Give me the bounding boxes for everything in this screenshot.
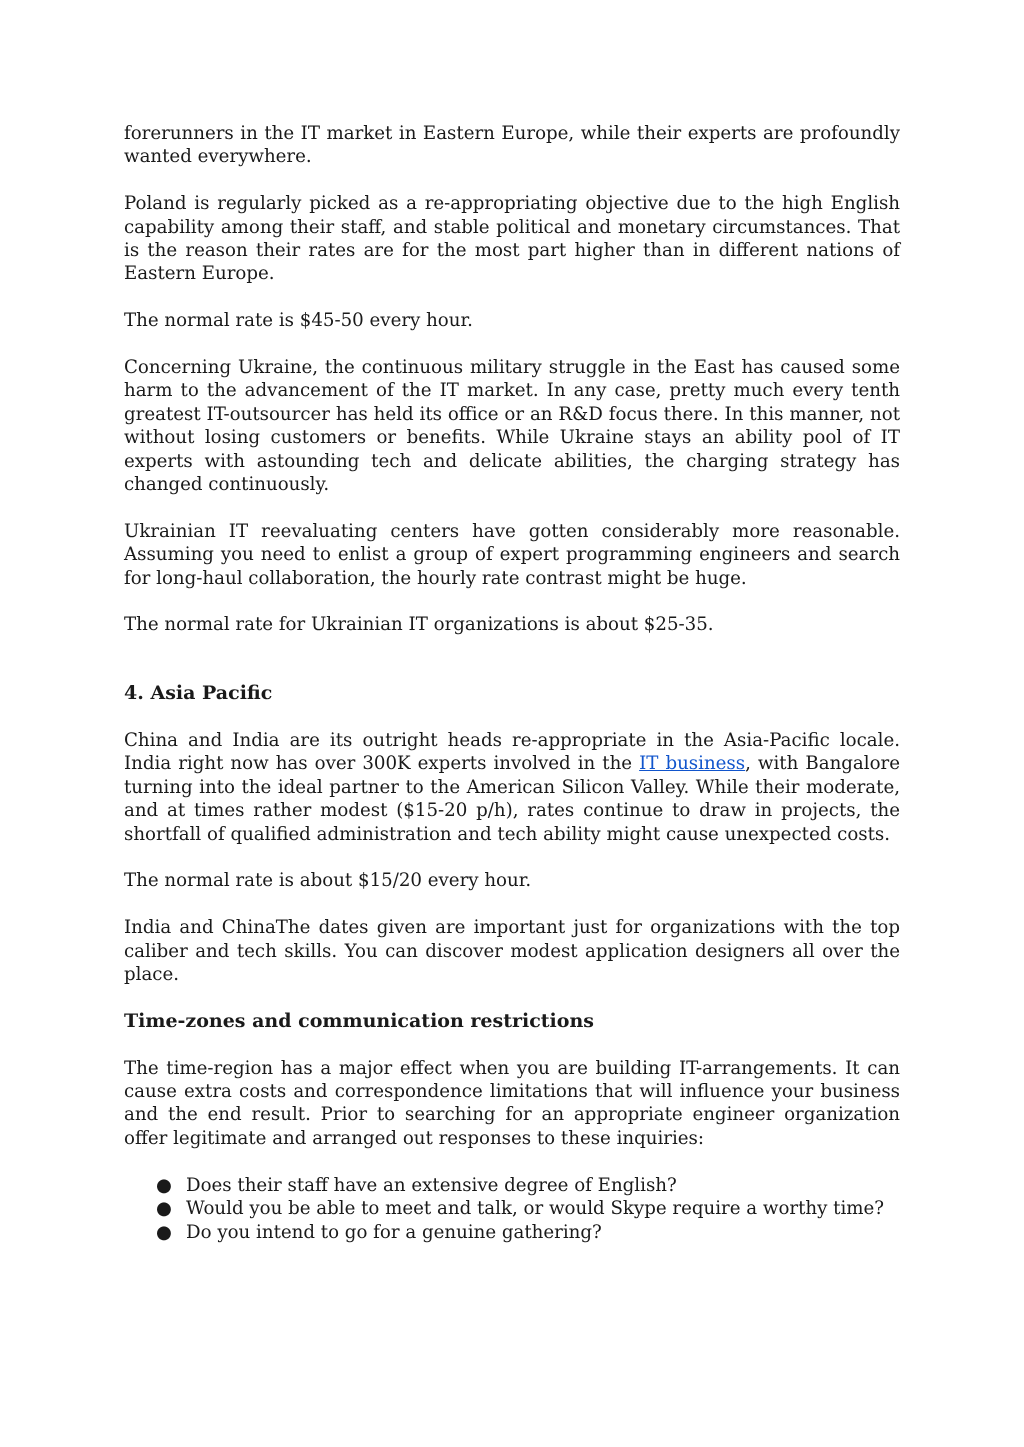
paragraph-ukraine-centers: Ukrainian IT reevaluating centers have gotten considerably more reasonable. Assuming you need to enlist a group of expert programming engineers and search for long-haul collaboration, the hourly rate contrast might be huge. [124,520,900,589]
paragraph-asia-rate: The normal rate is about $15/20 every hour. [124,870,532,892]
it-business-link[interactable]: IT business [639,753,746,775]
section-spacer [124,660,900,682]
list-item [156,1197,900,1220]
paragraph-text: , with Bangalore turning into the ideal partner to the American Silicon Valley. While their moderate, and at times rather modest ($15-20 p/h), rates continue to draw in projects, the shortfall of qualified administration and tech ability might cause unexpected costs. [124,753,900,845]
paragraph-poland-rate: The normal rate is $45-50 every hour. [124,310,473,332]
paragraph-ukraine-rate: The normal rate for Ukrainian IT organizations is about $25-35. [124,614,714,636]
paragraph-text: China and India are its outright heads re-appropriate in the Asia-Pacific locale. India right now has over 300K experts involved in the [124,730,900,775]
paragraph-ukraine: Concerning Ukraine, the continuous military struggle in the East has caused some harm to the advancement of the IT market. In any case, pretty much every tenth greatest IT-outsourcer has held its office or an R&D focus there. In this manner, not without losing customers or benefits. While Ukraine stays an ability pool of IT experts with astounding tech and delicate abilities, the charging strategy has changed continuously. [124,357,900,496]
bullet-icon: ● [156,1174,172,1196]
questions-list [124,1174,900,1244]
list-item [156,1174,900,1197]
paragraph-india-china: India and ChinaThe dates given are important just for organizations with the top caliber and tech skills. You can discover modest application designers all over the place. [124,917,900,986]
section-heading-asia-pacific: 4. Asia Pacific [124,682,273,705]
list-item-text: Does their staff have an extensive degree of English? [186,1174,677,1196]
paragraph-eastern-europe-intro: forerunners in the IT market in Eastern Europe, while their experts are profoundly wanted everywhere. [124,123,900,168]
paragraph-china-india [124,729,900,846]
list-item-text: Would you be able to meet and talk, or would Skype require a worthy time? [186,1198,885,1220]
document-page [124,122,900,1244]
paragraph-timezones: The time-region has a major effect when you are building IT-arrangements. It can cause extra costs and correspondence limitations that will influence your business and the end result. Prior to searching for an appropriate engineer organization offer legitimate and arranged out responses to these inquiries: [124,1057,900,1149]
list-item [156,1221,900,1244]
bullet-icon: ● [156,1221,172,1243]
section-heading-timezones: Time-zones and communication restrictions [124,1009,594,1032]
bullet-icon: ● [156,1198,172,1220]
paragraph-poland: Poland is regularly picked as a re-appropriating objective due to the high English capability among their staff, and stable political and monetary circumstances. That is the reason their rates are for the most part higher than in different nations of Eastern Europe. [124,193,900,285]
list-item-text: Do you intend to go for a genuine gathering? [186,1221,602,1243]
